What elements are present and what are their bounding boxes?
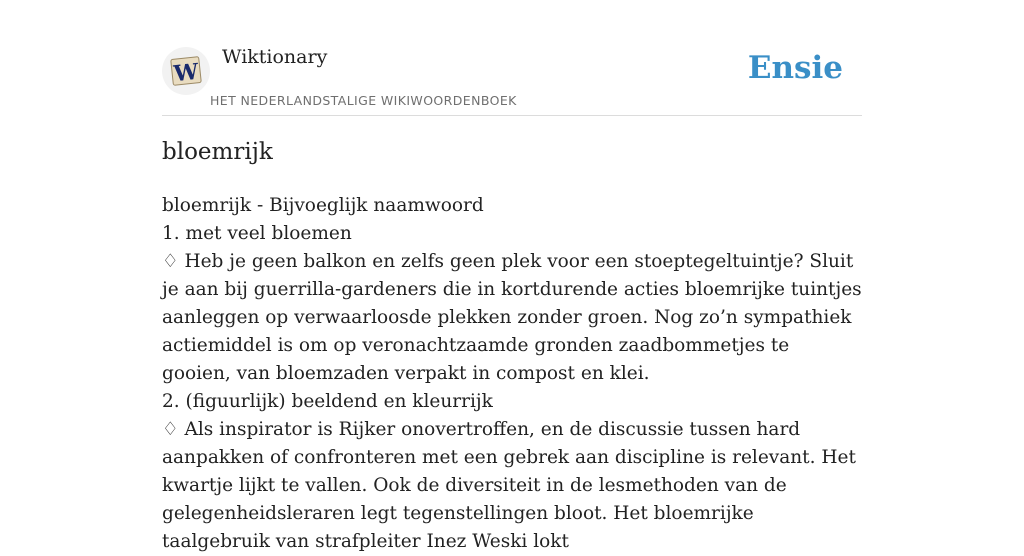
definition-example-2: ♢ Als inspirator is Rijker onovertroffen, en de discussie tussen hard aanpakken of confronteren met een gebrek aan discipline is relevant. Het kwartje lijkt te vallen. Ook de diversiteit in de lesmethoden van de gelegenheidsleraren legt tegenstellingen bloot. Het bloemrijke taalgebruik van strafpleiter Inez Weski lokt — [162, 419, 856, 552]
site-name[interactable]: Wiktionary — [222, 46, 328, 68]
definition-sense-1: 1. met veel bloemen — [162, 223, 352, 244]
svg-text:W: W — [172, 58, 200, 88]
entry-heading: bloemrijk - Bijvoeglijk naamwoord — [162, 195, 484, 216]
wiktionary-logo-icon[interactable] — [162, 47, 210, 95]
definition-example-1: ♢ Heb je geen balkon en zelfs geen plek voor een stoeptegeltuintje? Sluit je aan bij guerrilla-gardeners die in kortdurende acties bloemrijke tuintjes aanleggen op verwaarloosde plekken zonder groen. Nog zo’n sympathiek actiemiddel is om op veronachtzaamde gronden zaadbommetjes te gooien, van bloemzaden verpakt in compost en klei. — [162, 251, 862, 384]
site-header — [162, 0, 862, 116]
ensie-brand-link[interactable]: Ensie — [747, 50, 843, 86]
definition-sense-2: 2. (figuurlijk) beeldend en kleurrijk — [162, 391, 493, 412]
logo-tile-icon — [168, 53, 204, 89]
site-tagline: HET NEDERLANDSTALIGE WIKIWOORDENBOEK — [210, 93, 517, 108]
entry-content — [162, 192, 862, 556]
page-container — [162, 0, 862, 552]
page-title: bloemrijk — [162, 139, 273, 165]
